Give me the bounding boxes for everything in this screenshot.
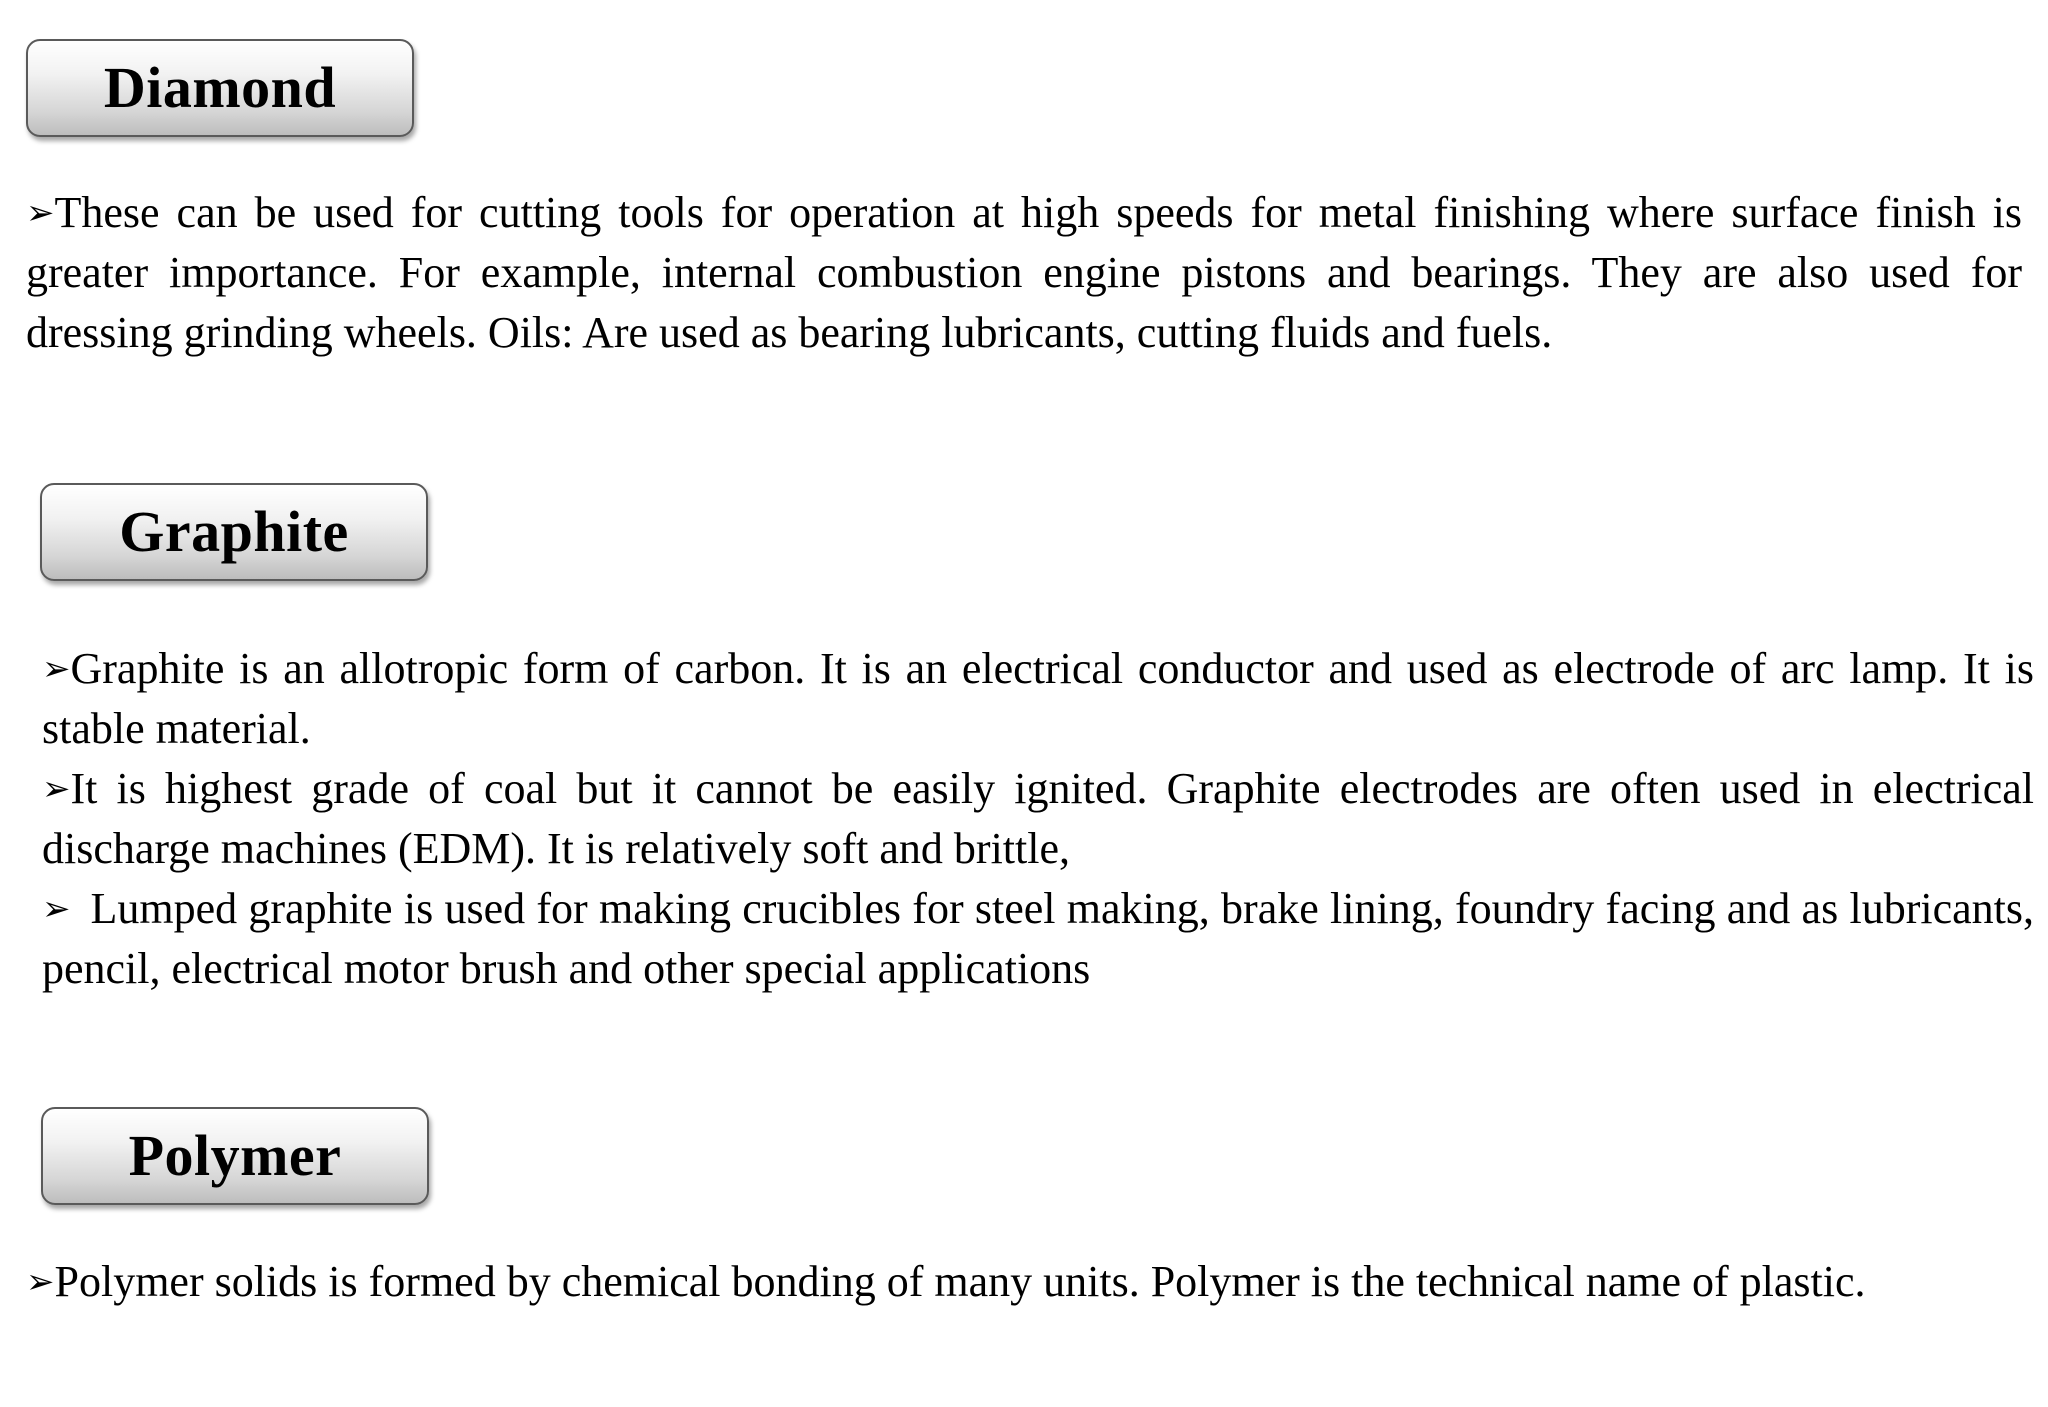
paragraph <box>42 639 2034 759</box>
paragraph <box>26 1252 2022 1312</box>
heading-box-polymer <box>41 1107 429 1205</box>
paragraph <box>26 183 2022 363</box>
heading-box-diamond <box>26 39 414 137</box>
paragraph-text: These can be used for cutting tools for operation at high speeds for metal finishing where surface finish is greater importance. For example, internal combustion engine pistons and bearings. They are also used for dressing grinding wheels. Oils: Are used as bearing lubricants, cutting fluids and fuels. <box>26 188 2022 357</box>
paragraph-text: Lumped graphite is used for making crucibles for steel making, brake lining, foundry facing and as lubricants, pencil, electrical motor brush and other special applications <box>42 884 2034 993</box>
heading-graphite: Graphite <box>119 499 349 564</box>
arrow-bullet-icon: ➢ <box>26 1262 55 1302</box>
heading-box-graphite <box>40 483 428 581</box>
heading-polymer: Polymer <box>128 1123 342 1188</box>
arrow-bullet-icon: ➢ <box>26 193 55 233</box>
paragraph-text: It is highest grade of coal but it cannot be easily ignited. Graphite electrodes are often used in electrical discharge machines (EDM). It is relatively soft and brittle, <box>42 764 2034 873</box>
arrow-bullet-icon: ➢ <box>42 889 71 929</box>
arrow-bullet-icon: ➢ <box>42 649 71 689</box>
section-body-diamond <box>26 183 2022 363</box>
paragraph <box>42 759 2034 879</box>
section-body-graphite <box>42 639 2034 999</box>
paragraph <box>42 879 2034 999</box>
paragraph-text: Graphite is an allotropic form of carbon. It is an electrical conductor and used as electrode of arc lamp. It is stable material. <box>42 644 2034 753</box>
paragraph-text: Polymer solids is formed by chemical bonding of many units. Polymer is the technical name of plastic. <box>54 1257 1866 1306</box>
arrow-bullet-icon: ➢ <box>42 769 71 809</box>
heading-diamond: Diamond <box>103 55 337 120</box>
section-body-polymer <box>26 1252 2022 1312</box>
